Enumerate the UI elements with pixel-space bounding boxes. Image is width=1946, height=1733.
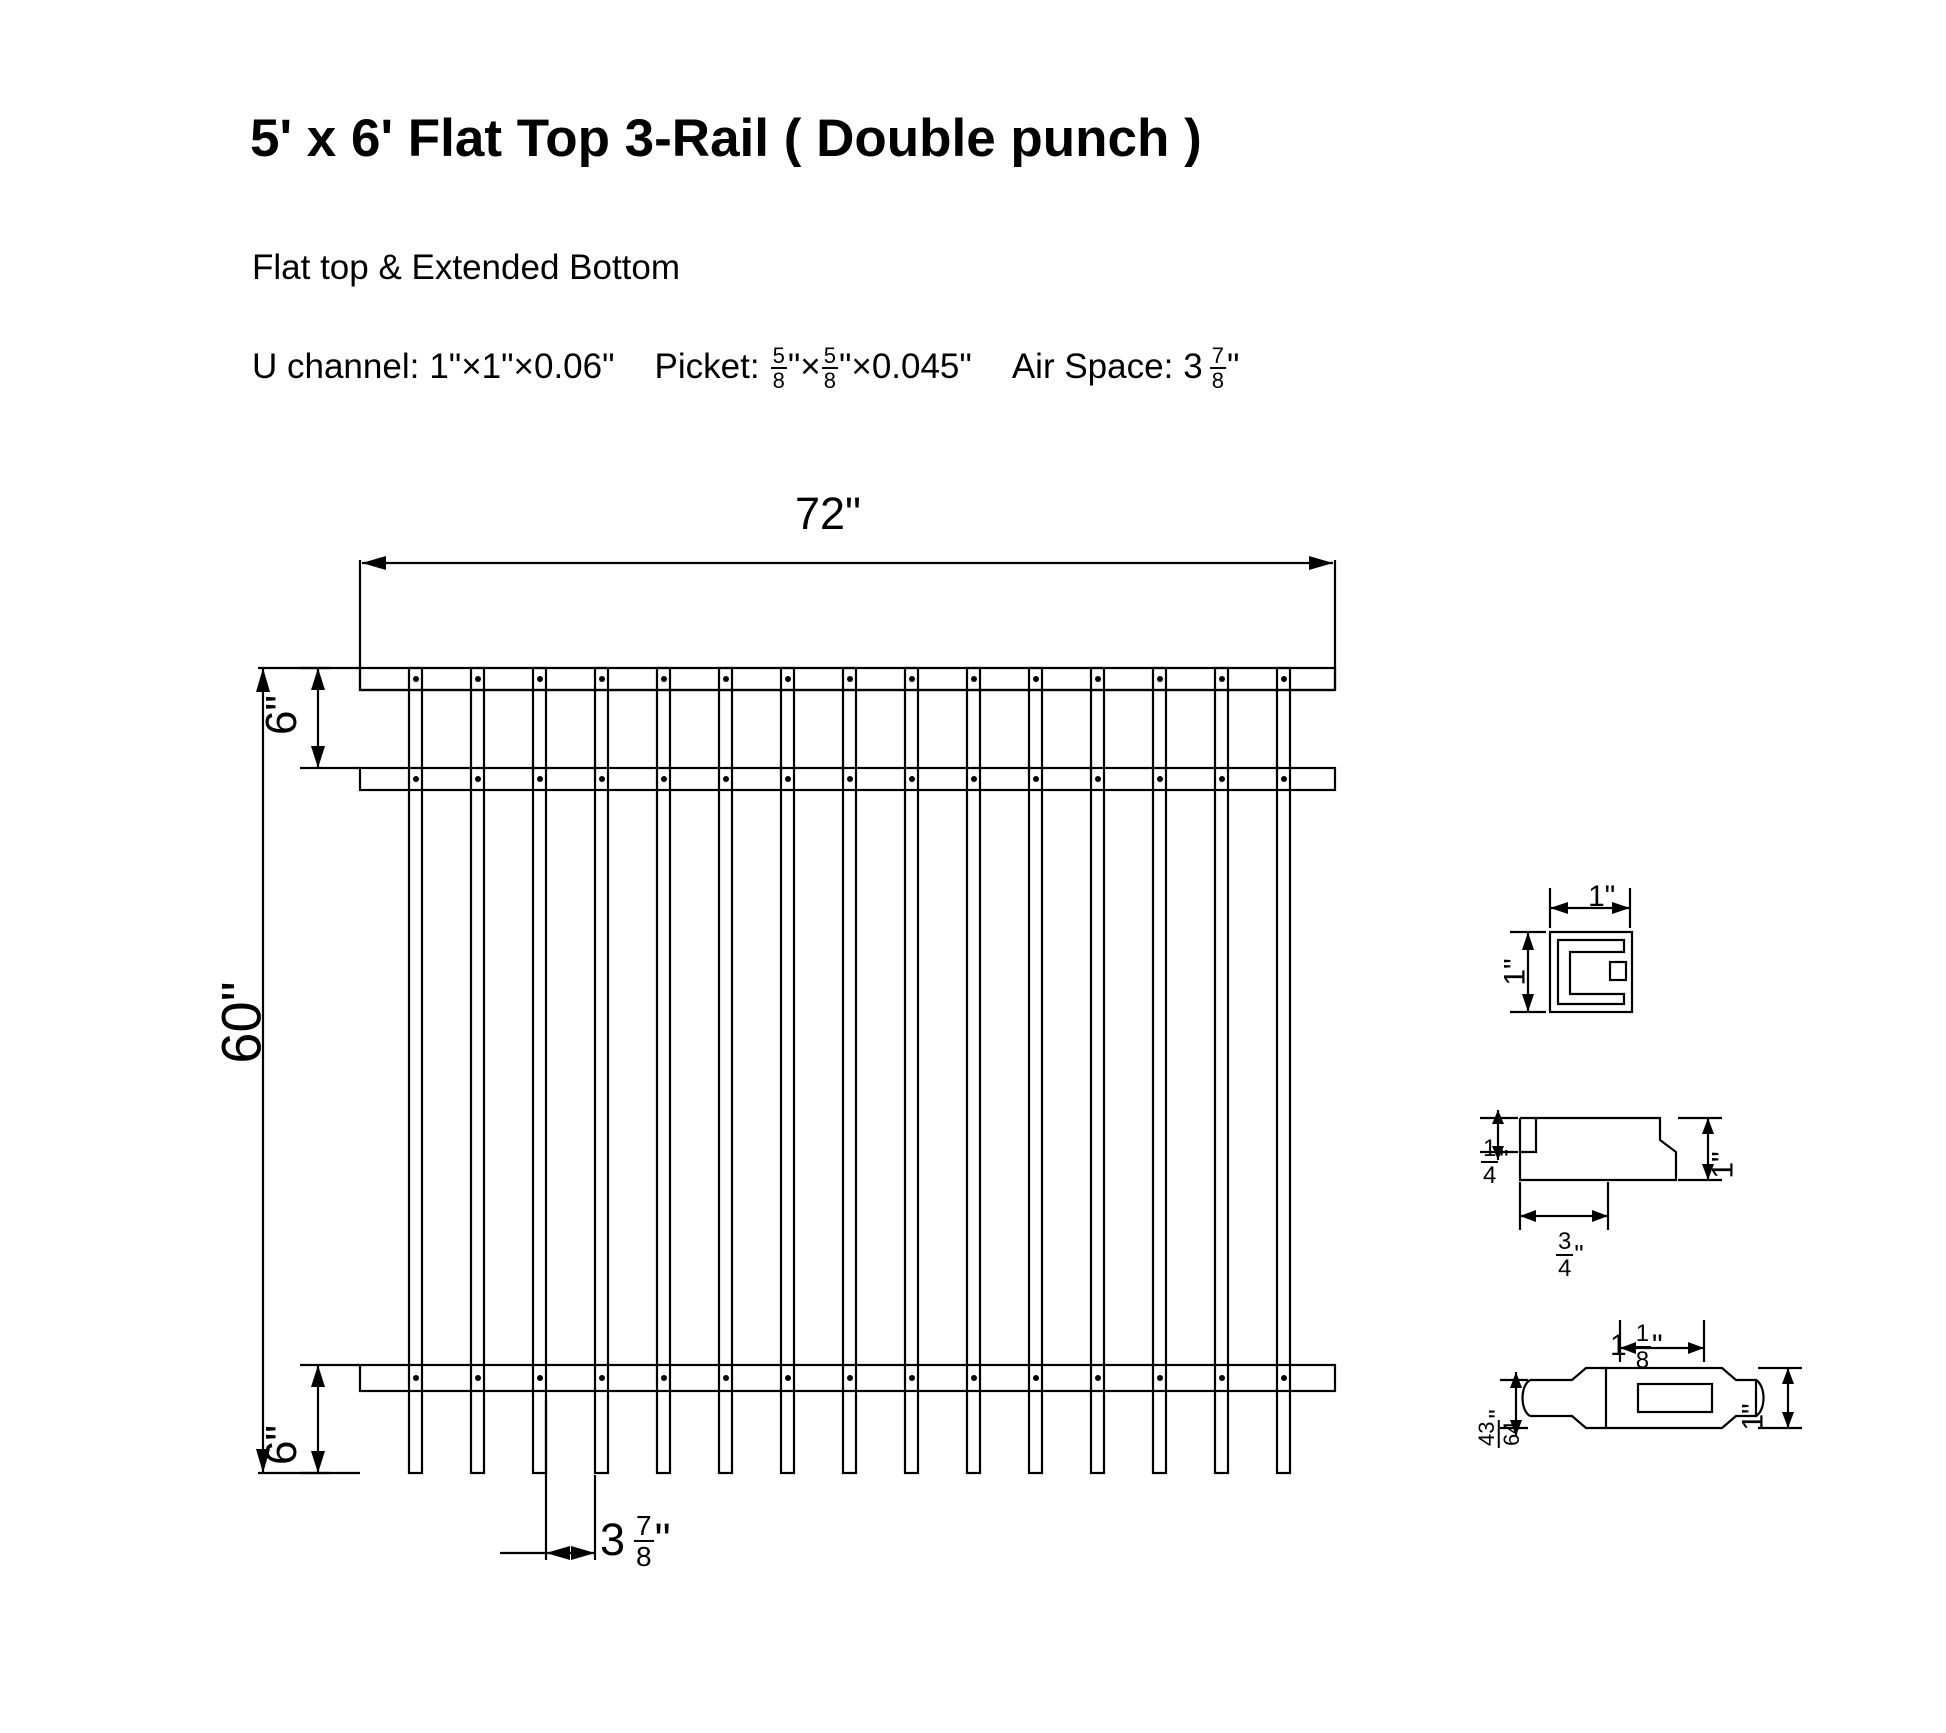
picket-height-denominator: 8	[823, 368, 836, 394]
picket-times: "×	[787, 347, 821, 387]
punch-marks	[413, 676, 1287, 1381]
air-space-numerator: 7	[1211, 343, 1225, 368]
air-space-dim-denominator: 8	[636, 1541, 652, 1573]
air-space-label: Air Space:	[1011, 347, 1174, 387]
u-channel-label: U channel:	[252, 347, 420, 387]
rail-bottom-width-label	[1555, 1228, 1584, 1283]
page-title: 5' x 6' Flat Top 3-Rail ( Double punch )	[250, 109, 1202, 168]
punch-top-width-num: 1	[1635, 1320, 1650, 1347]
air-space-whole: 3	[1183, 347, 1203, 387]
punch-top-width-den: 8	[1635, 1347, 1650, 1375]
punch-top-width-whole: 1	[1610, 1329, 1627, 1363]
dimension-top-rail-gap: 6"	[257, 694, 307, 736]
air-space-dim-whole: 3	[600, 1514, 626, 1566]
u-channel-detail	[1480, 870, 1840, 1090]
rail-left-height-num: 1	[1483, 1135, 1497, 1162]
air-space-unit: "	[1227, 347, 1240, 387]
rail-bottom-width-unit: "	[1574, 1238, 1584, 1269]
arrow-left-width	[362, 556, 386, 570]
punch-left-height-unit: "	[1482, 1409, 1513, 1419]
dimension-bottom-rail-gap: 6"	[257, 1424, 307, 1466]
picket-label: Picket:	[654, 347, 760, 387]
dimension-panel-height: 60"	[209, 981, 273, 1064]
picket-width-denominator: 8	[772, 368, 785, 394]
picket-group	[409, 668, 1290, 1473]
punch-left-height-label	[1474, 1409, 1522, 1449]
picket-width-numerator: 5	[772, 343, 785, 368]
arrow-top-height	[256, 668, 270, 692]
dimension-air-space	[600, 1510, 671, 1571]
punch-top-width-unit: "	[1652, 1329, 1663, 1363]
arrow-right-width	[1309, 556, 1333, 570]
picket-thickness: "×0.045"	[838, 347, 972, 387]
rail-profile-detail	[1460, 1090, 1820, 1310]
rail-bottom-width-den: 4	[1558, 1255, 1572, 1283]
air-space-dim-fraction	[634, 1511, 654, 1572]
rail-left-height-den: 4	[1483, 1162, 1497, 1190]
rail-right-height-label: 1"	[1706, 1151, 1740, 1179]
picket-height-numerator: 5	[823, 343, 836, 368]
air-space-dim-numerator: 7	[636, 1510, 652, 1541]
air-space-dim-unit: "	[654, 1514, 671, 1566]
rail-bottom-width-num: 3	[1558, 1228, 1572, 1255]
dimension-panel-width: 72"	[795, 488, 862, 539]
page-subtitle: Flat top & Extended Bottom	[252, 248, 681, 287]
u-channel-width-label: 1"	[1588, 880, 1616, 913]
punch-right-height-label: 1"	[1736, 1403, 1770, 1431]
rail-left-height-label	[1480, 1135, 1509, 1190]
air-space-denominator: 8	[1211, 368, 1225, 394]
punch-top-width-label	[1610, 1320, 1663, 1375]
punch-left-height-den: 64	[1498, 1421, 1524, 1446]
u-channel-height-label: 1"	[1498, 958, 1532, 986]
rail-left-height-unit: "	[1499, 1144, 1509, 1175]
u-channel-value: 1"×1"×0.06"	[429, 347, 615, 387]
punch-left-height-num: 43	[1473, 1421, 1499, 1446]
